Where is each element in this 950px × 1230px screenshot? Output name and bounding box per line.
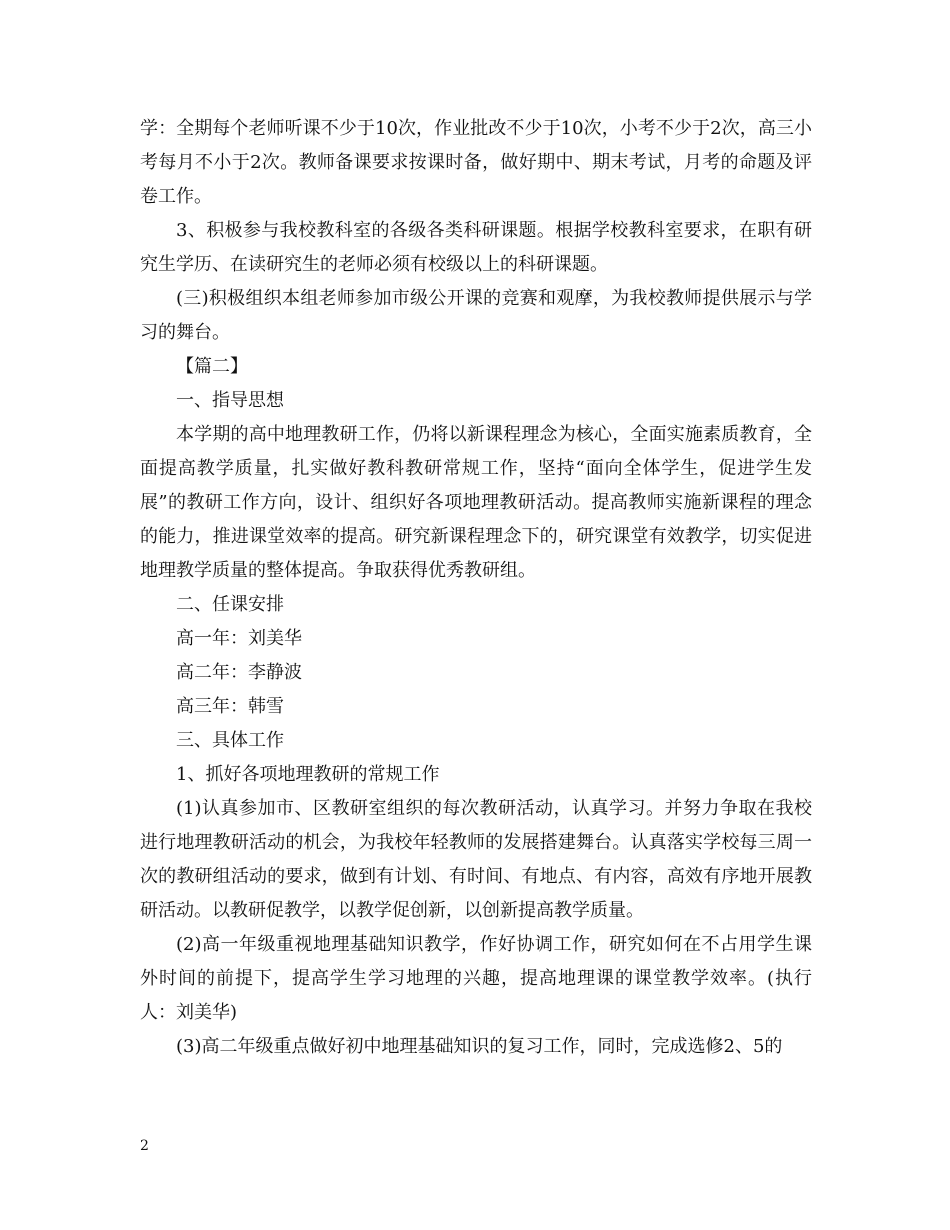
- heading-course-assignment: 二、任课安排: [176, 594, 284, 615]
- subheading-routine-work: 1、抓好各项地理教研的常规工作: [176, 764, 440, 785]
- assignment-grade-1: 高一年：刘美华: [176, 628, 302, 649]
- paragraph-item-2: (2)高一年级重视地理基础知识教学，作好协调工作，研究如何在不占用学生课外时间的前提下，提高学生学习地理的兴趣，提高地理课的课堂教学效率。(执行人：刘美华): [140, 934, 812, 1023]
- paragraph-3: (三)积极组织本组老师参加市级公开课的竞赛和观摩，为我校教师提供展示与学习的舞台。: [140, 288, 812, 343]
- section-heading-part-two: 【篇二】: [176, 356, 248, 377]
- document-body: [140, 112, 812, 1064]
- paragraph-item-1: (1)认真参加市、区教研室组织的每次教研活动，认真学习。并努力争取在我校进行地理教研活动的机会，为我校年轻教师的发展搭建舞台。认真落实学校每三周一次的教研组活动的要求，做到有计划、有时间、有地点、有内容，高效有序地开展教研活动。以教研促教学，以教学促创新，以创新提高教学质量。: [140, 798, 812, 921]
- assignment-grade-2: 高二年：李静波: [176, 662, 302, 683]
- page-number: 2: [140, 1138, 149, 1154]
- paragraph-2: 3、积极参与我校教科室的各级各类科研课题。根据学校教科室要求，在职有研究生学历、在读研究生的老师必须有校级以上的科研课题。: [140, 220, 812, 275]
- heading-specific-work: 三、具体工作: [176, 730, 284, 751]
- assignment-grade-3: 高三年：韩雪: [176, 696, 284, 717]
- paragraph-1: 学：全期每个老师听课不少于10次，作业批改不少于10次，小考不少于2次，高三小考每月不小于2次。教师备课要求按课时备，做好期中、期末考试，月考的命题及评卷工作。: [140, 118, 812, 207]
- paragraph-item-3: (3)高二年级重点做好初中地理基础知识的复习工作，同时，完成选修2、5的: [176, 1036, 783, 1057]
- heading-guiding-ideology: 一、指导思想: [176, 390, 284, 411]
- paragraph-guiding-ideology: 本学期的高中地理教研工作，仍将以新课程理念为核心，全面实施素质教育，全面提高教学质量，扎实做好教科教研常规工作，坚持“面向全体学生，促进学生发展”的教研工作方向，设计、组织好各项地理教研活动。提高教师实施新课程的理念的能力，推进课堂效率的提高。研究新课程理念下的，研究课堂有效教学，切实促进地理教学质量的整体提高。争取获得优秀教研组。: [140, 424, 812, 581]
